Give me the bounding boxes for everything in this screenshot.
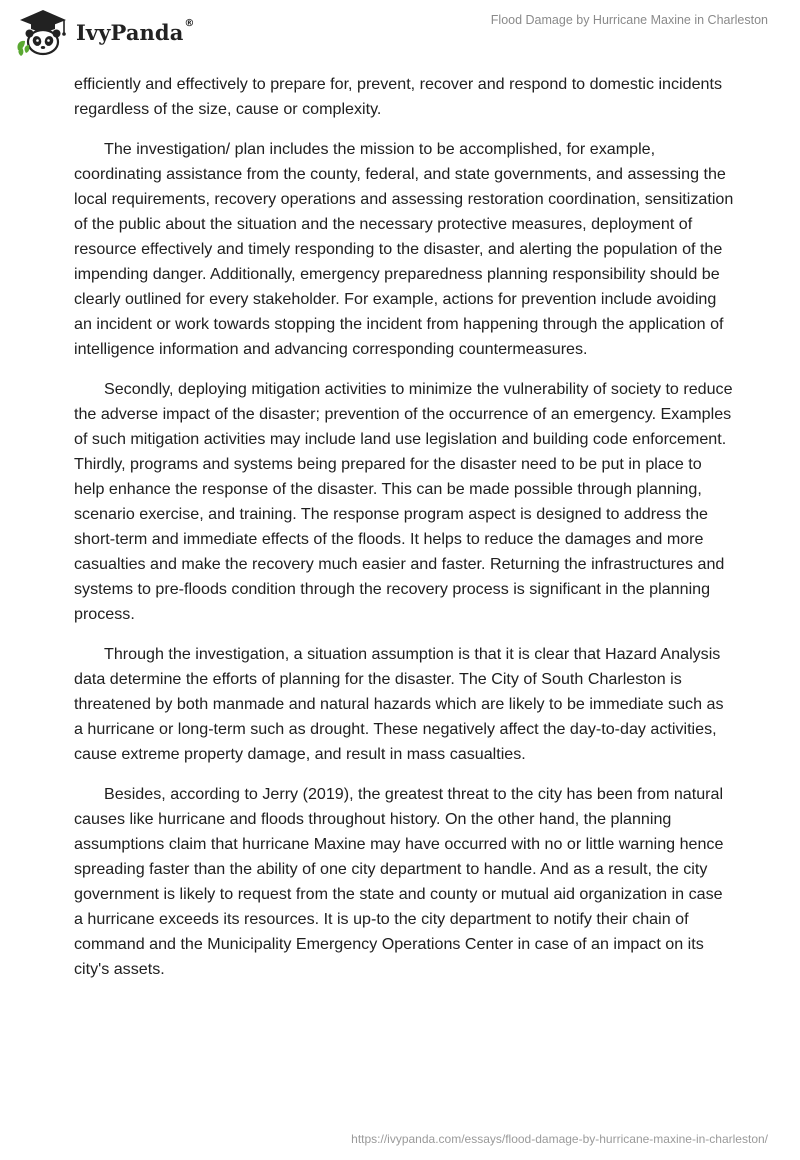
document-title: Flood Damage by Hurricane Maxine in Charleston <box>490 13 768 27</box>
brand-name: IvyPanda <box>76 19 184 45</box>
paragraph: Secondly, deploying mitigation activities to minimize the vulnerability of society to reduce the adverse impact of the disaster; prevention of the occurrence of an emergency. Examples of such mitigation activities may include land use legislation and building code enforcement. Thirdly, programs and systems being prepared for the disaster need to be put in place to help enhance the response of the disaster. This can be made possible through planning, scenario exercise, and training. The response program aspect is designed to address the short-term and immediate effects of the floods. It helps to reduce the damages and more casualties and make the recovery much easier and faster. Returning the infrastructures and systems to pre-floods condition through the recovery process is significant in the planning process. <box>74 380 733 623</box>
essay-body <box>74 72 734 997</box>
registered-mark: ® <box>184 17 195 29</box>
ivypanda-logo[interactable] <box>14 6 214 58</box>
panda-graduation-cap-icon <box>14 6 72 58</box>
source-url[interactable]: https://ivypanda.com/essays/flood-damage-by-hurricane-maxine-in-charleston/ <box>351 1132 768 1146</box>
paragraph: Through the investigation, a situation assumption is that it is clear that Hazard Analysis data determine the efforts of planning for the disaster. The City of South Charleston is threatened by both manmade and natural hazards which are likely to be immediate such as a hurricane or long-term such as drought. These negatively affect the day-to-day activities, cause extreme property damage, and result in mass casualties. <box>74 645 724 763</box>
paragraph: efficiently and effectively to prepare for, prevent, recover and respond to domestic incidents regardless of the size, cause or complexity. <box>74 75 722 118</box>
paragraph: The investigation/ plan includes the mission to be accomplished, for example, coordinating assistance from the county, federal, and state governments, and assessing the local requirements, recovery operations and assessing restoration coordination, sensitization of the public about the situation and the necessary protective measures, deployment of resource effectively and timely responding to the disaster, and alerting the population of the impending danger. Additionally, emergency preparedness planning responsibility should be clearly outlined for every stakeholder. For example, actions for prevention include avoiding an incident or work towards stopping the incident from happening through the application of intelligence information and advancing corresponding countermeasures. <box>74 140 734 358</box>
logo-wordmark <box>76 17 195 45</box>
page-header <box>0 0 800 64</box>
paragraph: Besides, according to Jerry (2019), the greatest threat to the city has been from natural causes like hurricane and floods throughout history. On the other hand, the planning assumptions claim that hurricane Maxine may have occurred with no or little warning hence spreading faster than the ability of one city department to handle. And as a result, the city government is likely to request from the state and county or mutual aid organization in case a hurricane exceeds its resources. It is up-to the city department to notify their chain of command and the Municipality Emergency Operations Center in case of an impact on its city's assets. <box>74 785 724 978</box>
